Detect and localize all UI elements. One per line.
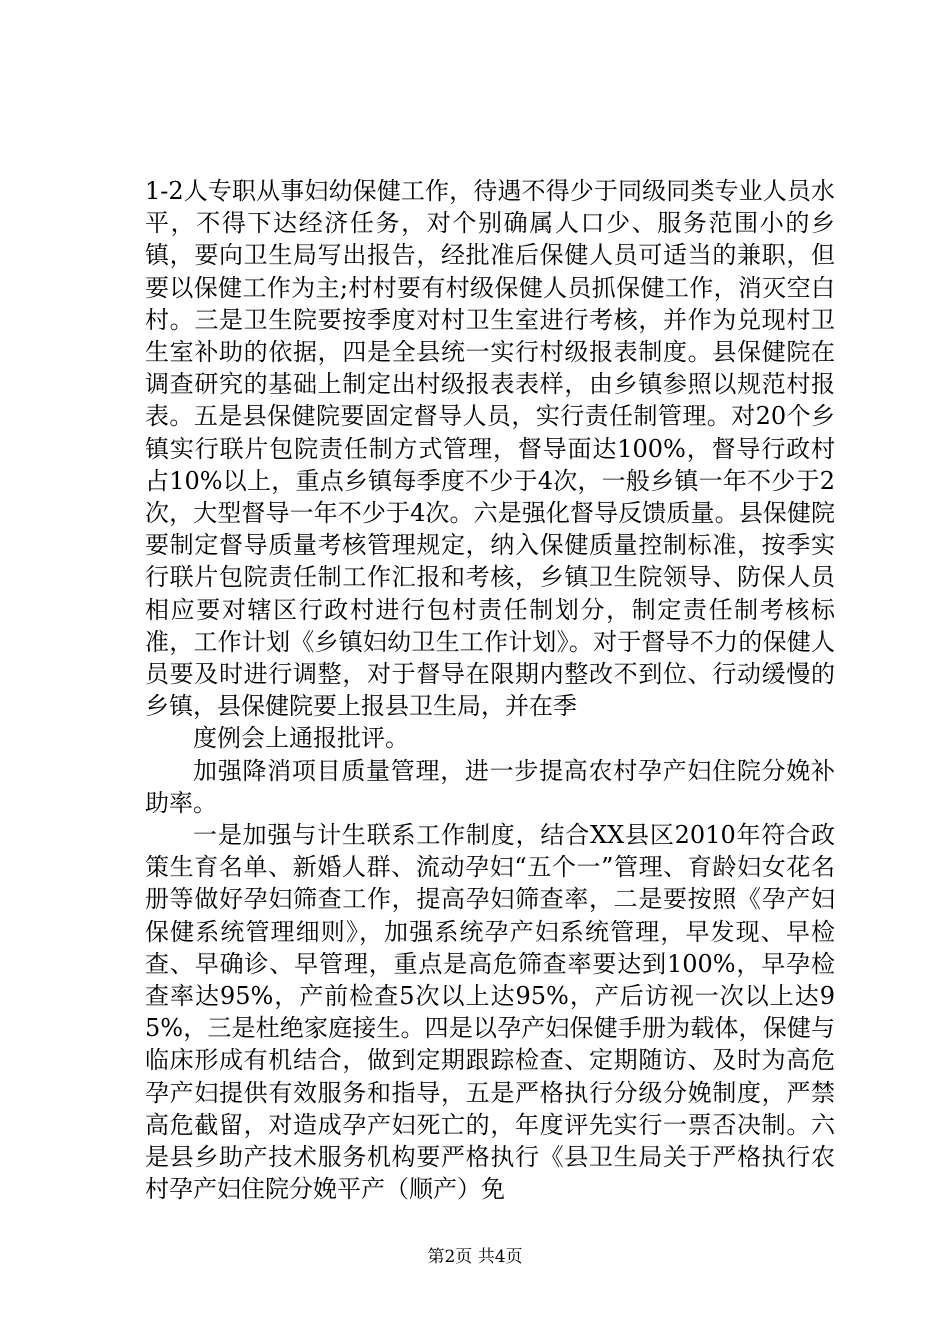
document-body [145,175,835,1206]
paragraph-3: 加强降消项目质量管理，进一步提高农村孕产妇住院分娩补助率。 [145,756,835,817]
page-indicator: 第2页 共4页 [427,1247,523,1267]
page-footer [0,1246,950,1268]
paragraph-1: 1-2人专职从事妇幼保健工作，待遇不得少于同级同类专业人员水平，不得下达经济任务，对个别确属人口少、服务范围小的乡镇，要向卫生局写出报告，经批准后保健人员可适当的兼职，但要以保健工作为主;村村要有村级保健人员抓保健工作，消灭空白村。三是卫生院要按季度对村卫生室进行考核，并作为兑现村卫生室补助的依据，四是全县统一实行村级报表制度。县保健院在调查研究的基础上制定出村级报表表样，由乡镇参照以规范村报表。五是县保健院要固定督导人员，实行责任制管理。对20个乡镇实行联片包院责任制方式管理，督导面达100%，督导行政村占10%以上，重点乡镇每季度不少于4次，一般乡镇一年不少于2次，大型督导一年不少于4次。六是强化督导反馈质量。县保健院要制定督导质量考核管理规定，纳入保健质量控制标准，按季实行联片包院责任制工作汇报和考核，乡镇卫生院领导、防保人员相应要对辖区行政村进行包村责任制划分，制定责任制考核标准，工作计划《乡镇妇幼卫生工作计划》。对于督导不力的保健人员要及时进行调整，对于督导在限期内整改不到位、行动缓慢的乡镇，县保健院要上报县卫生局，并在季 [145,177,835,721]
paragraph-2: 度例会上通报批评。 [193,724,409,753]
paragraph-4: 一是加强与计生联系工作制度，结合XX县区2010年符合政策生育名单、新婚人群、流动孕妇“五个一”管理、育龄妇女花名册等做好孕妇筛查工作，提高孕妇筛查率，二是要按照《孕产妇保健系统管理细则》，加强系统孕产妇系统管理，早发现、早检查、早确诊、早管理，重点是高危筛查率要达到100%，早孕检查率达95%，产前检查5次以上达95%，产后访视一次以上达95%，三是杜绝家庭接生。四是以孕产妇保健手册为载体，保健与临床形成有机结合，做到定期跟踪检查、定期随访、及时为高危孕产妇提供有效服务和指导，五是严格执行分级分娩制度，严禁高危截留，对造成孕产妇死亡的，年度评先实行一票否决制。六是县乡助产技术服务机构要严格执行《县卫生局关于严格执行农村孕产妇住院分娩平产（顺产）免 [145,821,835,1204]
